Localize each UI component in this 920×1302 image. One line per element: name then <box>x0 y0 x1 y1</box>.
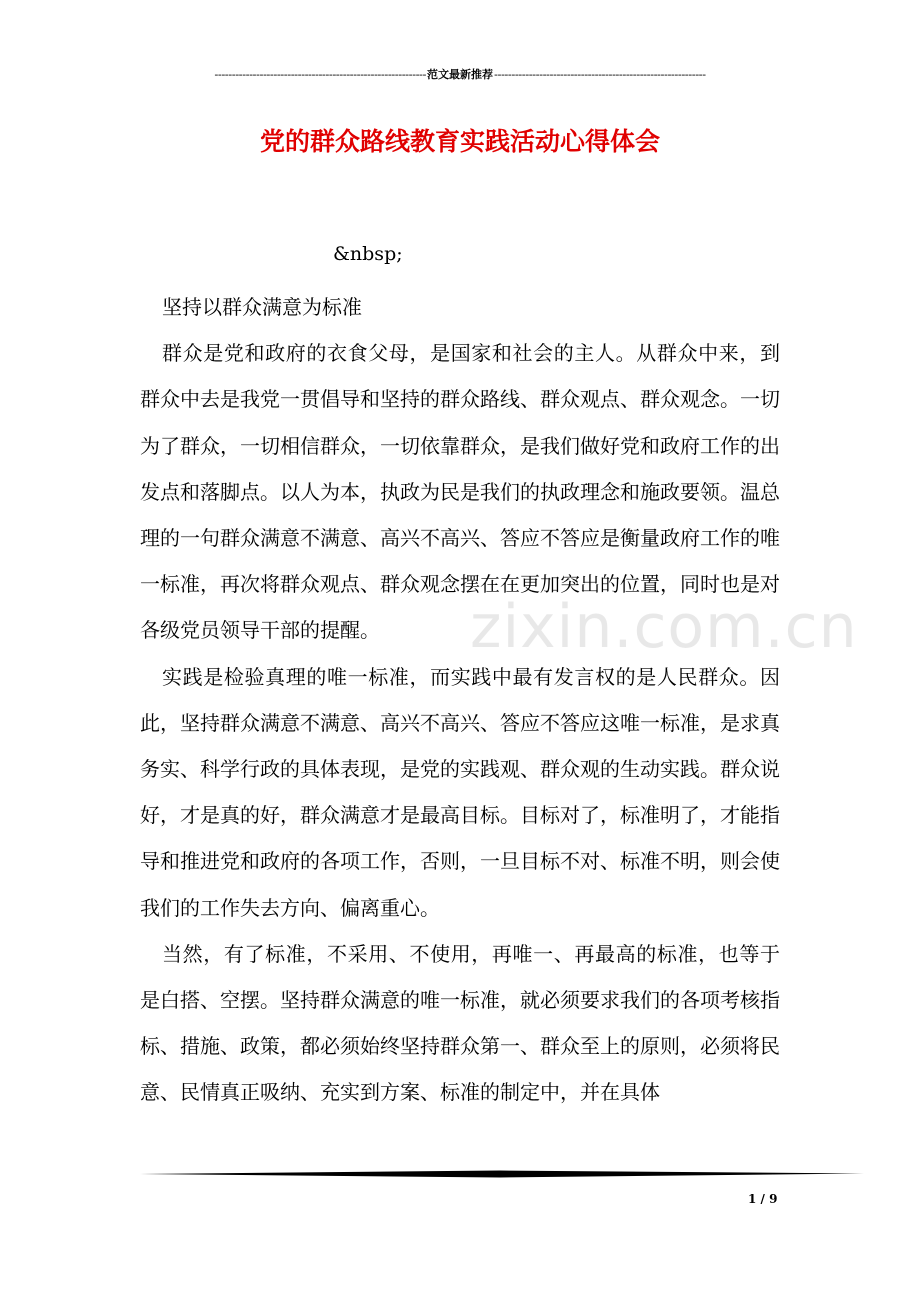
header-dash-right: ------------------------------------------------------------- <box>494 68 706 81</box>
header-dash-left: ------------------------------------------------------------- <box>214 68 426 81</box>
document-body <box>140 284 780 1116</box>
subheading: 坚持以群众满意为标准 <box>162 295 362 319</box>
paragraph-3: 当然，有了标准，不采用、不使用，再唯一、再最高的标准，也等于是白搭、空摆。坚持群众满意的唯一标准，就必须要求我们的各项考核指标、措施、政策，都必须始终坚持群众第一、群众至上的原则，必须将民意、民情真正吸纳、充实到方案、标准的制定中，并在具体 <box>140 941 780 1105</box>
document-title: 党的群众路线教育实践活动心得体会 <box>259 127 660 156</box>
page-number: 1 / 9 <box>748 1192 778 1206</box>
header-label: 范文最新推荐 <box>427 68 493 81</box>
paragraph-2: 实践是检验真理的唯一标准，而实践中最有发言权的是人民群众。因此，坚持群众满意不满意、高兴不高兴、答应不答应这唯一标准，是求真务实、科学行政的具体表现，是党的实践观、群众观的生动实践。群众说好，才是真的好，群众满意才是最高目标。目标对了，标准明了，才能指导和推进党和政府的各项工作，否则，一旦目标不对、标准不明，则会使我们的工作失去方向、偏离重心。 <box>140 664 780 920</box>
paragraph-1: 群众是党和政府的衣食父母，是国家和社会的主人。从群众中来，到群众中去是我党一贯倡导和坚持的群众路线、群众观点、群众观念。一切为了群众，一切相信群众，一切依靠群众，是我们做好党和政府工作的出发点和落脚点。以人为本，执政为民是我们的执政理念和施政要领。温总理的一句群众满意不满意、高兴不高兴、答应不答应是衡量政府工作的唯一标准，再次将群众观点、群众观念摆在在更加突出的位置，同时也是对各级党员领导干部的提醒。 <box>140 341 780 643</box>
page-header <box>140 66 780 82</box>
footer-rule <box>140 1170 864 1178</box>
nbsp-artifact: &nbsp; <box>333 243 403 265</box>
watermark: zixin.com.cn <box>470 592 858 662</box>
